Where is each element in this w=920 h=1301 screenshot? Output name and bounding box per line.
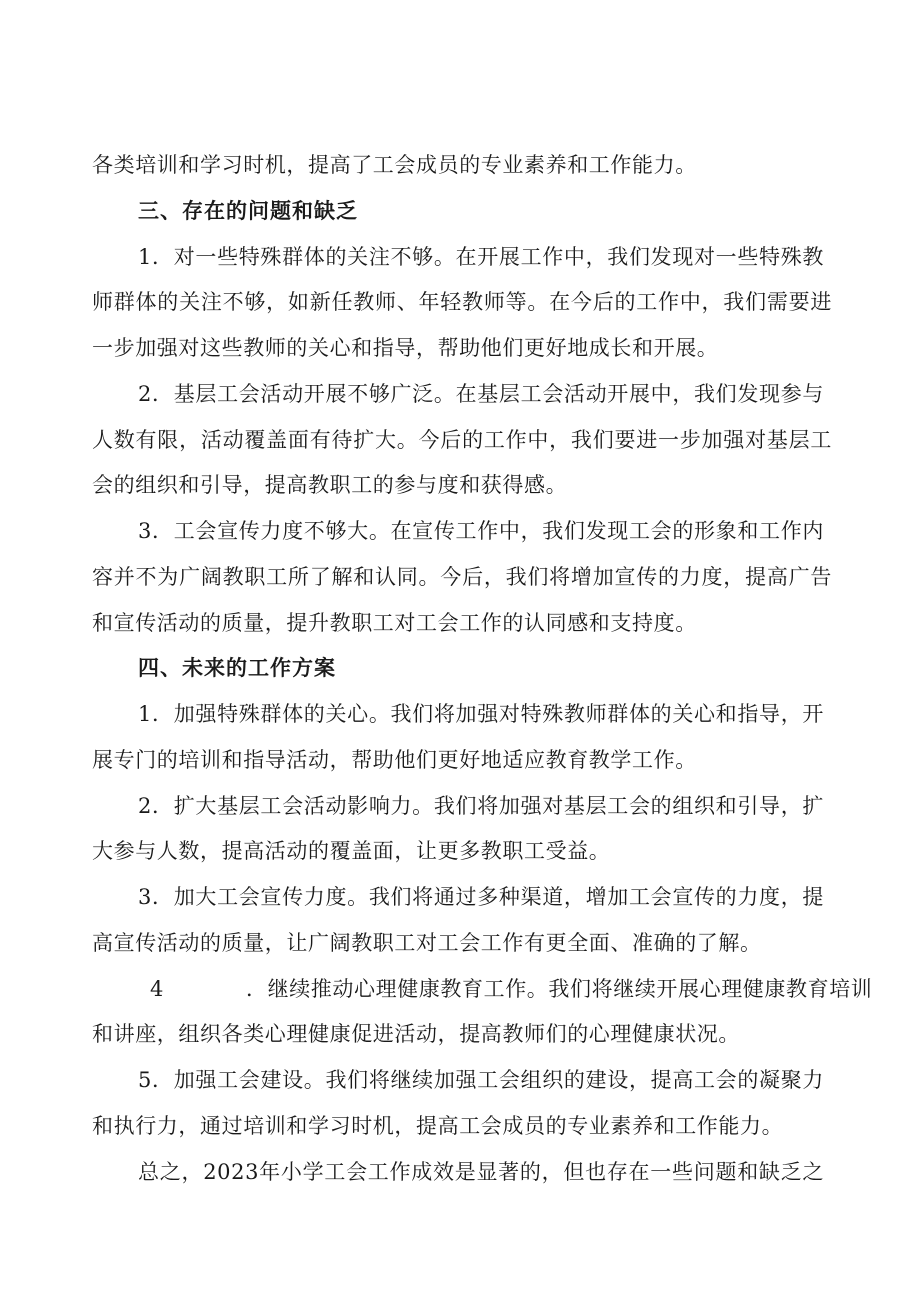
paragraph-line: 和讲座，组织各类心理健康促进活动，提高教师们的心理健康状况。 — [92, 1022, 740, 1046]
paragraph-line: 展专门的培训和指导活动，帮助他们更好地适应教育教学工作。 — [92, 748, 697, 772]
paragraph-line: 大参与人数，提高活动的覆盖面，让更多教职工受益。 — [92, 839, 611, 863]
paragraph-line: 师群体的关注不够，如新任教师、年轻教师等。在今后的工作中，我们需要进 — [92, 290, 832, 314]
paragraph-line: 3．加大工会宣传力度。我们将通过多种渠道，增加工会宣传的力度，提 — [138, 885, 824, 909]
section-heading-problems: 三、存在的问题和缺乏 — [138, 198, 358, 223]
paragraph-line: 各类培训和学习时机，提高了工会成员的专业素养和工作能力。 — [92, 153, 697, 177]
paragraph-line: 高宣传活动的质量，让广阔教职工对工会工作有更全面、准确的了解。 — [92, 931, 762, 955]
paragraph-line: 1．加强特殊群体的关心。我们将加强对特殊教师群体的关心和指导，开 — [138, 702, 824, 726]
paragraph-line: 和宣传活动的质量，提升教职工对工会工作的认同感和支持度。 — [92, 611, 697, 635]
paragraph-line: 容并不为广阔教职工所了解和认同。今后，我们将增加宣传的力度，提高广告 — [92, 565, 832, 589]
paragraph-line: 和执行力，通过培训和学习时机，提高工会成员的专业素养和工作能力。 — [92, 1114, 784, 1138]
paragraph-line: 1．对一些特殊群体的关注不够。在开展工作中，我们发现对一些特殊教 — [138, 245, 824, 269]
paragraph-line: 2．基层工会活动开展不够广泛。在基层工会活动开展中，我们发现参与 — [138, 382, 824, 406]
section-heading-plan: 四、未来的工作方案 — [138, 655, 336, 680]
paragraph-line: 人数有限，活动覆盖面有待扩大。今后的工作中，我们要进一步加强对基层工 — [92, 428, 832, 452]
paragraph-line: 5．加强工会建设。我们将继续加强工会组织的建设，提高工会的凝聚力 — [138, 1068, 824, 1092]
paragraph-line: ．继续推动心理健康教育工作。我们将继续开展心理健康教育培训 — [246, 977, 873, 1001]
paragraph-line: 3．工会宣传力度不够大。在宣传工作中，我们发现工会的形象和工作内 — [138, 519, 824, 543]
paragraph-line: 一步加强对这些教师的关心和指导，帮助他们更好地成长和开展。 — [92, 336, 719, 360]
paragraph-line: 会的组织和引导，提高教职工的参与度和获得感。 — [92, 473, 568, 497]
paragraph-line: 总之，2023年小学工会工作成效是显著的，但也存在一些问题和缺乏之 — [138, 1160, 824, 1184]
list-item-4 — [150, 975, 873, 1003]
list-item-number: 4 — [150, 977, 164, 1001]
paragraph-line: 2．扩大基层工会活动影响力。我们将加强对基层工会的组织和引导，扩 — [138, 794, 824, 818]
